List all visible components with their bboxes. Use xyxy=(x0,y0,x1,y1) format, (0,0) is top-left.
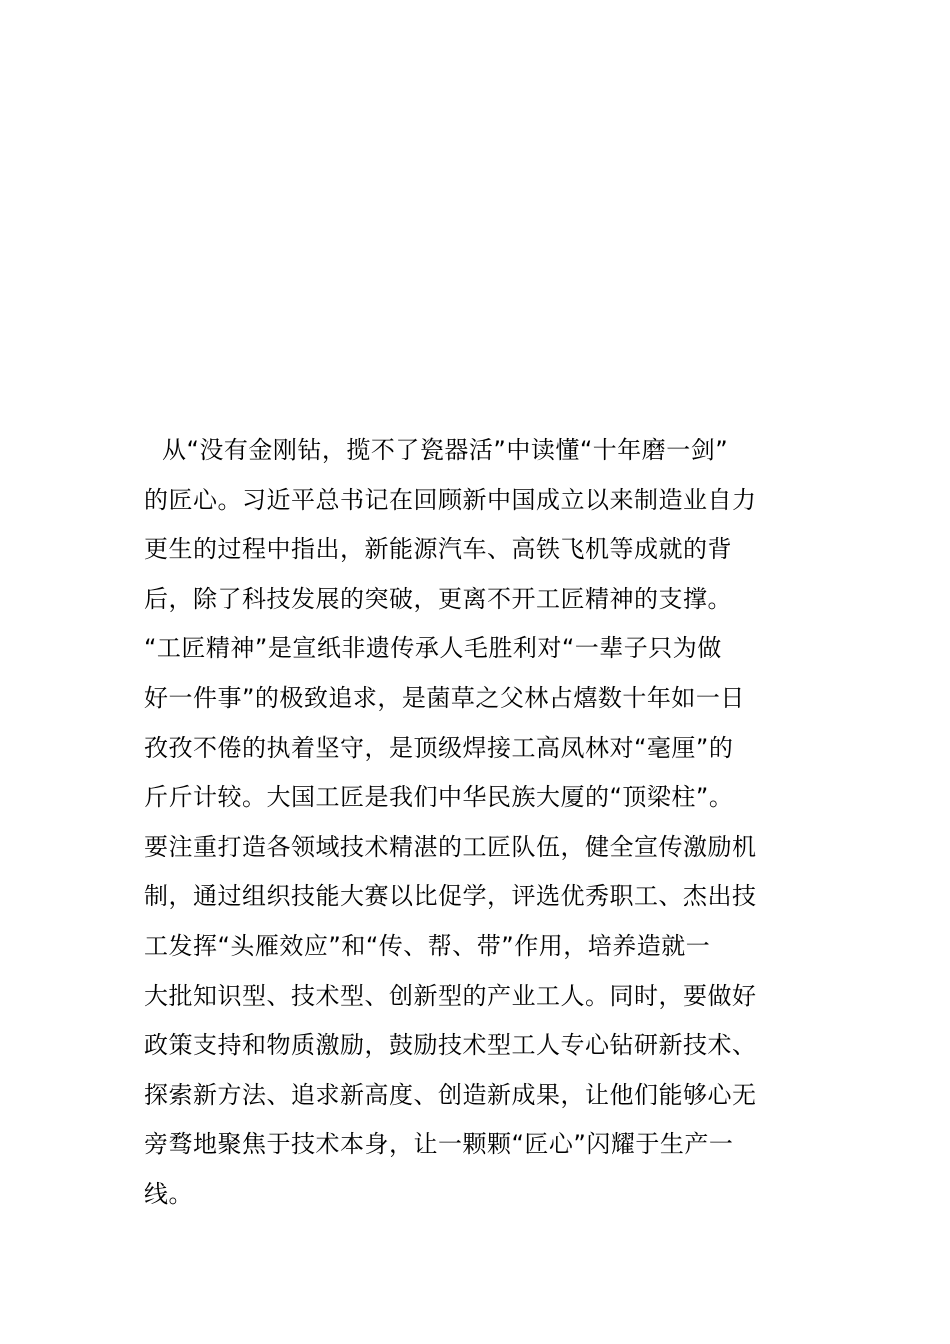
paragraph-line: 旁骛地聚焦于技术本身，让一颗颗“匠心”闪耀于生产一 xyxy=(144,1130,734,1159)
paragraph-line: “工匠精神”是宣纸非遗传承人毛胜利对“一辈子只为做 xyxy=(144,634,722,663)
paragraph-line: 孜孜不倦的执着坚守，是顶级焊接工高凤林对“毫厘”的 xyxy=(144,733,734,762)
paragraph-line: 的匠心。习近平总书记在回顾新中国成立以来制造业自力 xyxy=(144,485,757,514)
paragraph-line: 制，通过组织技能大赛以比促学，评选优秀职工、杰出技 xyxy=(144,882,757,911)
paragraph-line: 斤斤计较。大国工匠是我们中华民族大厦的“顶梁柱”。 xyxy=(144,783,734,812)
paragraph-line: 后，除了科技发展的突破，更离不开工匠精神的支撑。 xyxy=(144,584,732,613)
paragraph-line: 从“没有金刚钻，揽不了瓷器活”中读懂“十年磨一剑” xyxy=(162,436,729,464)
body-paragraph xyxy=(144,426,824,1220)
paragraph-line: 政策支持和物质激励，鼓励技术型工人专心钻研新技术、 xyxy=(144,1031,757,1060)
paragraph-line: 线。 xyxy=(144,1179,193,1208)
paragraph-line: 更生的过程中指出，新能源汽车、高铁飞机等成就的背 xyxy=(144,535,732,564)
paragraph-line: 探索新方法、追求新高度、创造新成果，让他们能够心无 xyxy=(144,1080,757,1109)
paragraph-line: 工发挥“头雁效应”和“传、帮、带”作用，培养造就一 xyxy=(144,931,711,960)
paragraph-line: 要注重打造各领域技术精湛的工匠队伍，健全宣传激励机 xyxy=(144,832,757,861)
paragraph-line: 好一件事”的极致追求，是菌草之父林占熺数十年如一日 xyxy=(144,683,745,712)
paragraph-line: 大批知识型、技术型、创新型的产业工人。同时，要做好 xyxy=(144,981,757,1010)
